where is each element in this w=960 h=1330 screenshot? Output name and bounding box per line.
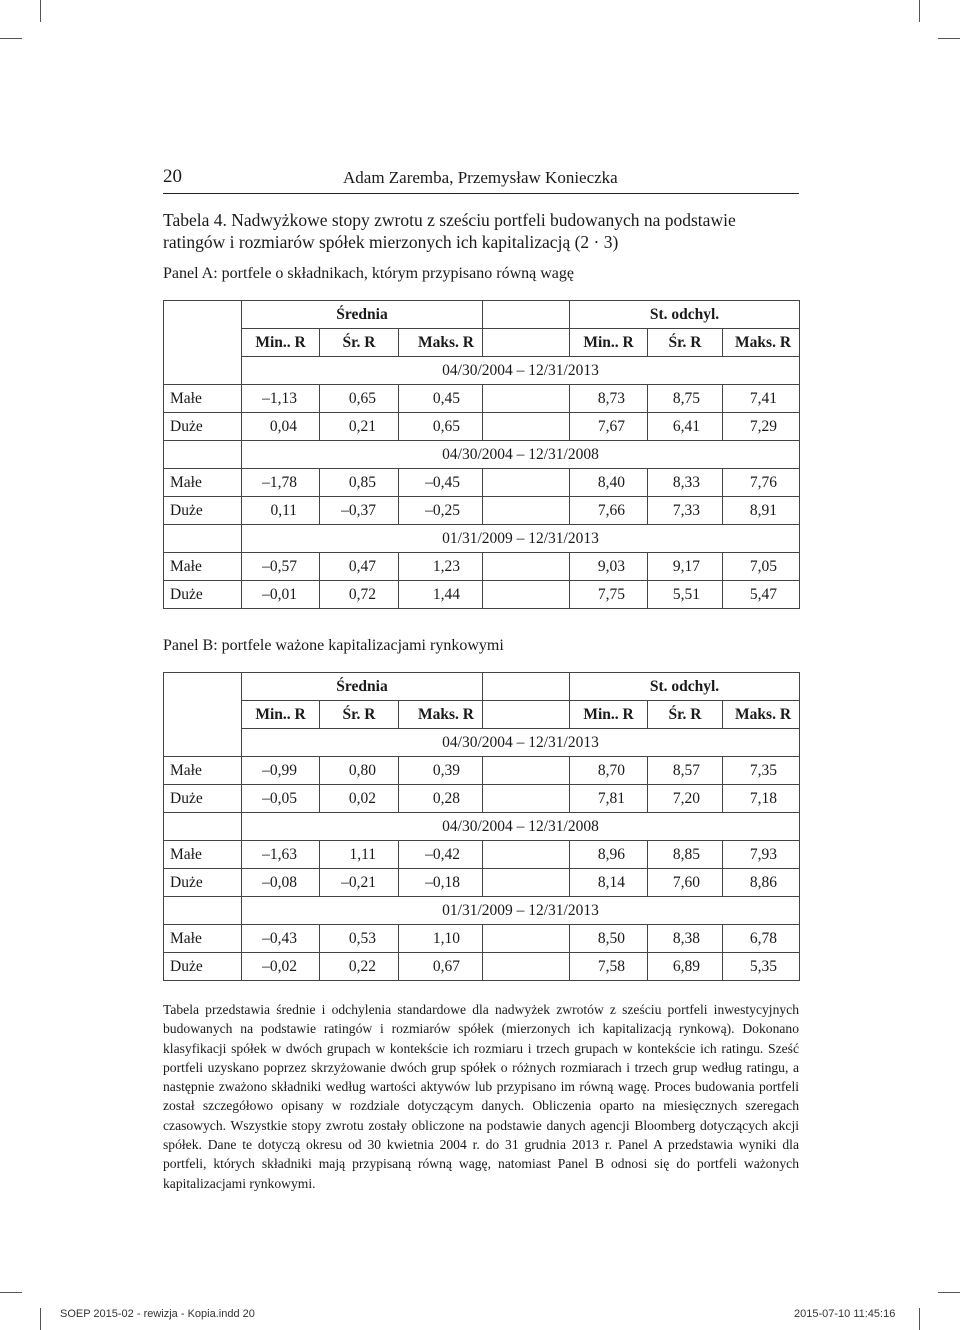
row-label: Duże	[164, 869, 242, 897]
value-cell: 9,03	[570, 553, 648, 581]
value-cell: –0,37	[320, 497, 399, 525]
column-header: Min.. R	[242, 701, 320, 729]
spacer-cell	[483, 701, 570, 729]
column-header: Śr. R	[648, 701, 723, 729]
value-cell: 8,85	[648, 841, 723, 869]
period-label: 04/30/2004 – 12/31/2008	[242, 813, 800, 841]
value-cell: 8,75	[648, 385, 723, 413]
group-header-stdev: St. odchyl.	[570, 301, 800, 329]
row-label: Duże	[164, 953, 242, 981]
value-cell: 1,11	[320, 841, 399, 869]
column-header: Min.. R	[570, 329, 648, 357]
crop-mark	[0, 38, 22, 39]
value-cell: 8,70	[570, 757, 648, 785]
value-cell: 8,73	[570, 385, 648, 413]
period-row	[164, 441, 800, 469]
spacer-cell	[483, 841, 570, 869]
value-cell: 0,02	[320, 785, 399, 813]
value-cell: –0,25	[399, 497, 483, 525]
panel-b-table	[163, 672, 800, 981]
period-label: 04/30/2004 – 12/31/2013	[242, 357, 800, 385]
page-number: 20	[163, 166, 182, 187]
value-cell: –0,21	[320, 869, 399, 897]
value-cell: 7,75	[570, 581, 648, 609]
column-header: Śr. R	[320, 329, 399, 357]
corner-cell	[164, 673, 242, 757]
table-row	[164, 785, 800, 813]
value-cell: 0,85	[320, 469, 399, 497]
footer-file: SOEP 2015-02 - rewizja - Kopia.indd 20	[60, 1308, 255, 1320]
value-cell: 0,80	[320, 757, 399, 785]
spacer-cell	[483, 385, 570, 413]
group-header-row	[164, 673, 800, 701]
value-cell: 7,33	[648, 497, 723, 525]
value-cell: 7,66	[570, 497, 648, 525]
period-label: 04/30/2004 – 12/31/2008	[242, 441, 800, 469]
table-row	[164, 581, 800, 609]
value-cell: –0,05	[242, 785, 320, 813]
spacer-cell	[483, 869, 570, 897]
value-cell: –1,78	[242, 469, 320, 497]
value-cell: –0,43	[242, 925, 320, 953]
column-header: Maks. R	[399, 329, 483, 357]
caption-label: Tabela 4.	[163, 210, 227, 230]
value-cell: 0,28	[399, 785, 483, 813]
crop-mark	[40, 0, 41, 22]
value-cell: 0,21	[320, 413, 399, 441]
crop-mark	[938, 38, 960, 39]
blank-cell	[164, 441, 242, 469]
row-label: Duże	[164, 413, 242, 441]
column-header: Maks. R	[399, 701, 483, 729]
table-row	[164, 841, 800, 869]
crop-mark	[938, 1292, 960, 1293]
period-row	[164, 729, 800, 757]
spacer-cell	[483, 673, 570, 701]
value-cell: 0,67	[399, 953, 483, 981]
column-header: Śr. R	[648, 329, 723, 357]
value-cell: –0,02	[242, 953, 320, 981]
column-header-row	[164, 701, 800, 729]
value-cell: 1,44	[399, 581, 483, 609]
value-cell: 5,35	[723, 953, 800, 981]
value-cell: 8,40	[570, 469, 648, 497]
blank-cell	[164, 897, 242, 925]
header-rule	[163, 193, 799, 194]
value-cell: 7,58	[570, 953, 648, 981]
panel-a-table	[163, 300, 800, 609]
table-row	[164, 925, 800, 953]
footer-timestamp: 2015-07-10 11:45:16	[794, 1308, 896, 1320]
crop-mark	[40, 1308, 41, 1330]
spacer-cell	[483, 329, 570, 357]
spacer-cell	[483, 953, 570, 981]
value-cell: 5,51	[648, 581, 723, 609]
panel-b-title: Panel B: portfele ważone kapitalizacjami rynkowymi	[163, 637, 504, 654]
value-cell: 1,10	[399, 925, 483, 953]
value-cell: 0,72	[320, 581, 399, 609]
page-header	[163, 166, 799, 190]
value-cell: 8,50	[570, 925, 648, 953]
value-cell: 8,57	[648, 757, 723, 785]
value-cell: –0,01	[242, 581, 320, 609]
value-cell: 8,91	[723, 497, 800, 525]
row-label: Duże	[164, 581, 242, 609]
value-cell: 7,76	[723, 469, 800, 497]
spacer-cell	[483, 757, 570, 785]
value-cell: 8,38	[648, 925, 723, 953]
value-cell: 7,05	[723, 553, 800, 581]
table-row	[164, 497, 800, 525]
spacer-cell	[483, 581, 570, 609]
group-header-stdev: St. odchyl.	[570, 673, 800, 701]
spacer-cell	[483, 497, 570, 525]
row-label: Małe	[164, 469, 242, 497]
column-header: Maks. R	[723, 329, 800, 357]
corner-cell	[164, 301, 242, 385]
caption-text: Nadwyżkowe stopy zwrotu z sześciu portfeli budowanych na podstawie ratingów i rozmiarów spółek mierzonych ich kapitalizacją (2 · 3)	[163, 210, 736, 252]
value-cell: –1,63	[242, 841, 320, 869]
value-cell: 9,17	[648, 553, 723, 581]
period-row	[164, 813, 800, 841]
blank-cell	[164, 813, 242, 841]
row-label: Małe	[164, 385, 242, 413]
crop-mark	[919, 0, 920, 22]
row-label: Małe	[164, 757, 242, 785]
group-header-mean: Średnia	[242, 301, 483, 329]
period-row	[164, 525, 800, 553]
group-header-row	[164, 301, 800, 329]
table-caption	[163, 209, 799, 253]
period-row	[164, 357, 800, 385]
row-label: Małe	[164, 841, 242, 869]
value-cell: –0,45	[399, 469, 483, 497]
value-cell: 0,65	[399, 413, 483, 441]
group-header-mean: Średnia	[242, 673, 483, 701]
period-label: 04/30/2004 – 12/31/2013	[242, 729, 800, 757]
value-cell: 8,14	[570, 869, 648, 897]
value-cell: 6,78	[723, 925, 800, 953]
value-cell: 0,11	[242, 497, 320, 525]
value-cell: 8,86	[723, 869, 800, 897]
spacer-cell	[483, 413, 570, 441]
value-cell: 5,47	[723, 581, 800, 609]
period-row	[164, 897, 800, 925]
crop-mark	[919, 1308, 920, 1330]
value-cell: 0,45	[399, 385, 483, 413]
value-cell: 7,20	[648, 785, 723, 813]
value-cell: 7,41	[723, 385, 800, 413]
column-header: Śr. R	[320, 701, 399, 729]
value-cell: –0,99	[242, 757, 320, 785]
value-cell: 6,41	[648, 413, 723, 441]
table-note: Tabela przedstawia średnie i odchylenia standardowe dla nadwyżek zwrotów z sześciu portfeli inwestycyjnych budowanych na podstawie ratingów i rozmiarów spółek (mierzonych ich kapitalizacją rynkową). Dokonano klasyfikacji spółek w dwóch grupach w kontekście ich rozmiaru i trzech grupach w kontekście ich ratingu. Sześć portfeli uzyskano poprzez skrzyżowanie dwóch grup spółek o różnych rozmiarach i trzech grup według ratingu, a następnie zważono składniki według wartości aktywów lub przypisano im równą wagę. Proces budowania portfeli został szczegółowo opisany w rozdziale dotyczącym danych. Obliczenia oparto na miesięcznych szeregach czasowych. Wszystkie stopy zwrotu zostały obliczone na podstawie danych agencji Bloomberg dotyczących akcji spółek. Dane te dotyczą okresu od 30 kwietnia 2004 r. do 31 grudnia 2013 r. Panel A przedstawia wyniki dla portfeli, których składniki mają przypisaną równą wagę, natomiast Panel B odnosi się do portfeli ważonych kapitalizacjami rynkowymi.	[163, 1002, 799, 1191]
value-cell: –0,18	[399, 869, 483, 897]
running-head: Adam Zaremba, Przemysław Konieczka	[343, 168, 618, 187]
value-cell: 7,60	[648, 869, 723, 897]
table-row	[164, 869, 800, 897]
column-header: Min.. R	[570, 701, 648, 729]
table-row	[164, 553, 800, 581]
value-cell: –1,13	[242, 385, 320, 413]
column-header-row	[164, 329, 800, 357]
table-row	[164, 953, 800, 981]
value-cell: 0,22	[320, 953, 399, 981]
value-cell: 0,65	[320, 385, 399, 413]
value-cell: 6,89	[648, 953, 723, 981]
value-cell: 0,04	[242, 413, 320, 441]
row-label: Duże	[164, 785, 242, 813]
blank-cell	[164, 525, 242, 553]
value-cell: 8,96	[570, 841, 648, 869]
column-header: Min.. R	[242, 329, 320, 357]
value-cell: 0,53	[320, 925, 399, 953]
row-label: Małe	[164, 925, 242, 953]
value-cell: –0,08	[242, 869, 320, 897]
spacer-cell	[483, 925, 570, 953]
value-cell: 0,39	[399, 757, 483, 785]
spacer-cell	[483, 469, 570, 497]
table-row	[164, 757, 800, 785]
value-cell: 7,35	[723, 757, 800, 785]
value-cell: 1,23	[399, 553, 483, 581]
value-cell: –0,57	[242, 553, 320, 581]
period-label: 01/31/2009 – 12/31/2013	[242, 525, 800, 553]
table-row	[164, 413, 800, 441]
value-cell: 0,47	[320, 553, 399, 581]
table-row	[164, 385, 800, 413]
value-cell: 7,93	[723, 841, 800, 869]
spacer-cell	[483, 301, 570, 329]
value-cell: 7,67	[570, 413, 648, 441]
row-label: Duże	[164, 497, 242, 525]
period-label: 01/31/2009 – 12/31/2013	[242, 897, 800, 925]
value-cell: 7,18	[723, 785, 800, 813]
value-cell: 7,29	[723, 413, 800, 441]
spacer-cell	[483, 785, 570, 813]
column-header: Maks. R	[723, 701, 800, 729]
row-label: Małe	[164, 553, 242, 581]
table-row	[164, 469, 800, 497]
spacer-cell	[483, 553, 570, 581]
panel-a-title: Panel A: portfele o składnikach, którym przypisano równą wagę	[163, 265, 574, 282]
value-cell: 8,33	[648, 469, 723, 497]
value-cell: 7,81	[570, 785, 648, 813]
value-cell: –0,42	[399, 841, 483, 869]
crop-mark	[0, 1292, 22, 1293]
